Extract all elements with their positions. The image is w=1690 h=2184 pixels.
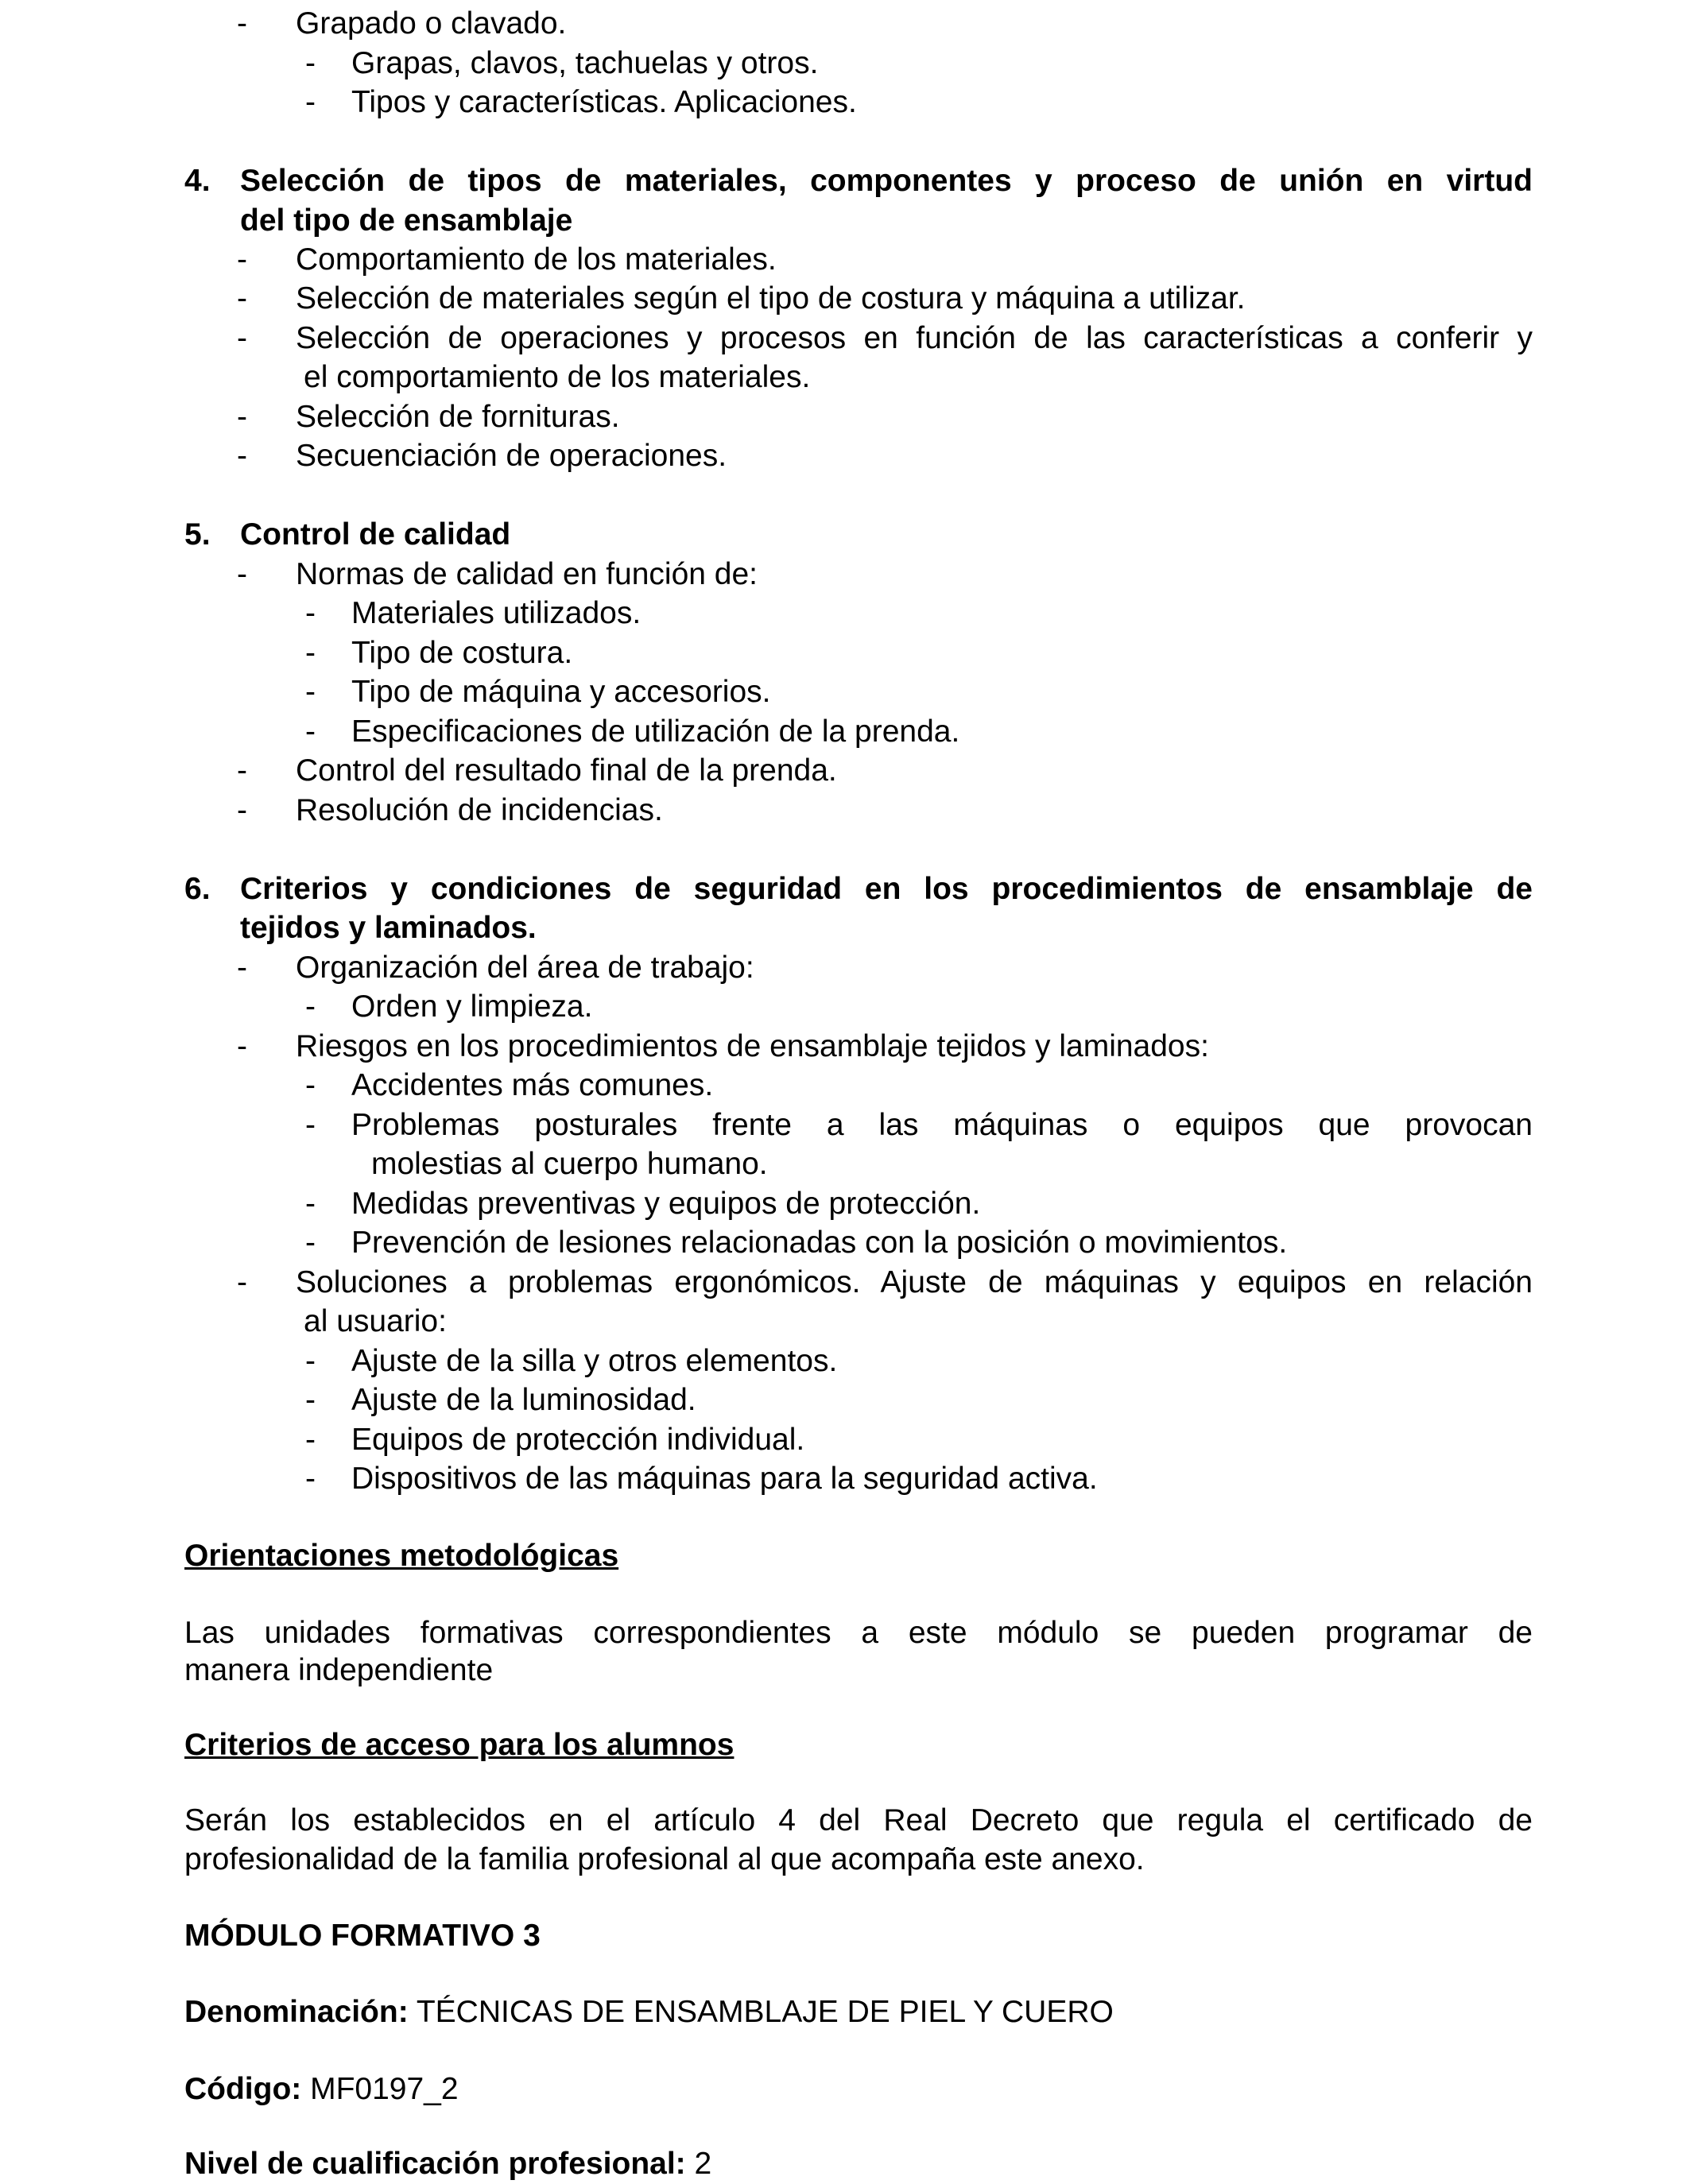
- sublist-item: Dispositivos de las máquinas para la seguridad activa.: [351, 1462, 1098, 1496]
- paragraph: Serán los establecidos en el artículo 4 del Real Decreto que regula el certificado de: [184, 1803, 1533, 1837]
- list-dash: -: [237, 242, 247, 277]
- list-dash: -: [305, 1068, 316, 1102]
- section-title-cont: tejidos y laminados.: [240, 911, 537, 945]
- list-item: Resolución de incidencias.: [296, 793, 663, 827]
- nivel-value: 2: [685, 2147, 712, 2181]
- list-dash: -: [305, 1226, 316, 1260]
- list-dash: -: [237, 951, 247, 985]
- list-dash: -: [237, 793, 247, 827]
- section-title: Criterios y condiciones de seguridad en los procedimientos de ensamblaje de: [240, 872, 1533, 906]
- list-dash: -: [305, 1423, 316, 1457]
- list-dash: -: [237, 439, 247, 473]
- list-dash: -: [237, 557, 247, 591]
- list-dash: -: [237, 281, 247, 316]
- list-item: Selección de operaciones y procesos en función de las características a conferir y: [296, 321, 1533, 355]
- section-title: Control de calidad: [240, 517, 511, 552]
- list-dash: -: [305, 1344, 316, 1378]
- list-dash: -: [305, 1462, 316, 1496]
- section-number: 4.: [184, 164, 211, 198]
- sublist-item-cont: molestias al cuerpo humano.: [371, 1147, 768, 1181]
- sublist-item: Materiales utilizados.: [351, 596, 642, 630]
- list-dash: -: [237, 753, 247, 788]
- list-dash: -: [305, 714, 316, 749]
- paragraph-cont: profesionalidad de la familia profesional al que acompaña este anexo.: [184, 1842, 1145, 1876]
- list-item: Selección de fornituras.: [296, 400, 620, 434]
- sublist-item: Ajuste de la luminosidad.: [351, 1383, 696, 1417]
- list-item: Control del resultado final de la prenda.: [296, 753, 837, 788]
- list-dash: -: [305, 46, 316, 80]
- list-dash: -: [305, 1187, 316, 1221]
- list-dash: -: [305, 989, 316, 1024]
- list-dash: -: [305, 1108, 316, 1142]
- sublist-item: Grapas, clavos, tachuelas y otros.: [351, 46, 819, 80]
- denominacion-value: TÉCNICAS DE ENSAMBLAJE DE PIEL Y CUERO: [408, 1995, 1114, 2029]
- list-item-cont: al usuario:: [304, 1304, 447, 1338]
- list-item: Secuenciación de operaciones.: [296, 439, 727, 473]
- section-heading: Orientaciones metodológicas: [184, 1539, 619, 1573]
- list-dash: -: [237, 321, 247, 355]
- sublist-item: Equipos de protección individual.: [351, 1423, 805, 1457]
- nivel-line: [184, 2144, 711, 2184]
- section-title-cont: del tipo de ensamblaje: [240, 203, 573, 238]
- list-dash: -: [237, 400, 247, 434]
- list-dash: -: [305, 596, 316, 630]
- codigo-label: Código:: [184, 2072, 302, 2106]
- list-item: Selección de materiales según el tipo de costura y máquina a utilizar.: [296, 281, 1246, 316]
- list-dash: -: [237, 6, 247, 41]
- paragraph: Las unidades formativas correspondientes a este módulo se pueden programar de: [184, 1616, 1533, 1650]
- sublist-item: Prevención de lesiones relacionadas con la posición o movimientos.: [351, 1226, 1288, 1260]
- sublist-item: Problemas posturales frente a las máquinas o equipos que provocan: [351, 1108, 1533, 1142]
- section-number: 6.: [184, 872, 211, 906]
- list-dash: -: [305, 636, 316, 670]
- module-title: MÓDULO FORMATIVO 3: [184, 1919, 541, 1953]
- denominacion-label: Denominación:: [184, 1995, 409, 2029]
- codigo-value: MF0197_2: [301, 2072, 459, 2106]
- paragraph-cont: manera independiente: [184, 1653, 494, 1687]
- list-item: Soluciones a problemas ergonómicos. Ajuste de máquinas y equipos en relación: [296, 1265, 1533, 1299]
- list-item-cont: el comportamiento de los materiales.: [304, 360, 811, 394]
- nivel-label: Nivel de cualificación profesional:: [184, 2147, 686, 2181]
- codigo-line: [184, 2070, 459, 2109]
- list-dash: -: [305, 675, 316, 709]
- denominacion-line: [184, 1992, 1114, 2032]
- list-item: Riesgos en los procedimientos de ensamblaje tejidos y laminados:: [296, 1029, 1209, 1063]
- list-dash: -: [305, 1383, 316, 1417]
- sublist-item: Orden y limpieza.: [351, 989, 593, 1024]
- list-dash: -: [237, 1029, 247, 1063]
- list-item-grapado: Grapado o clavado.: [296, 6, 567, 41]
- list-item: Comportamiento de los materiales.: [296, 242, 777, 277]
- sublist-item: Tipo de costura.: [351, 636, 573, 670]
- section-title: Selección de tipos de materiales, componentes y proceso de unión en virtud: [240, 164, 1533, 198]
- sublist-item: Tipos y características. Aplicaciones.: [351, 85, 857, 119]
- list-dash: -: [237, 1265, 247, 1299]
- section-number: 5.: [184, 517, 211, 552]
- sublist-item: Ajuste de la silla y otros elementos.: [351, 1344, 838, 1378]
- sublist-item: Medidas preventivas y equipos de protección.: [351, 1187, 981, 1221]
- sublist-item: Accidentes más comunes.: [351, 1068, 714, 1102]
- list-item: Normas de calidad en función de:: [296, 557, 758, 591]
- list-item: Organización del área de trabajo:: [296, 951, 754, 985]
- section-heading: Criterios de acceso para los alumnos: [184, 1728, 735, 1762]
- list-dash: -: [305, 85, 316, 119]
- sublist-item: Especificaciones de utilización de la prenda.: [351, 714, 960, 749]
- sublist-item: Tipo de máquina y accesorios.: [351, 675, 771, 709]
